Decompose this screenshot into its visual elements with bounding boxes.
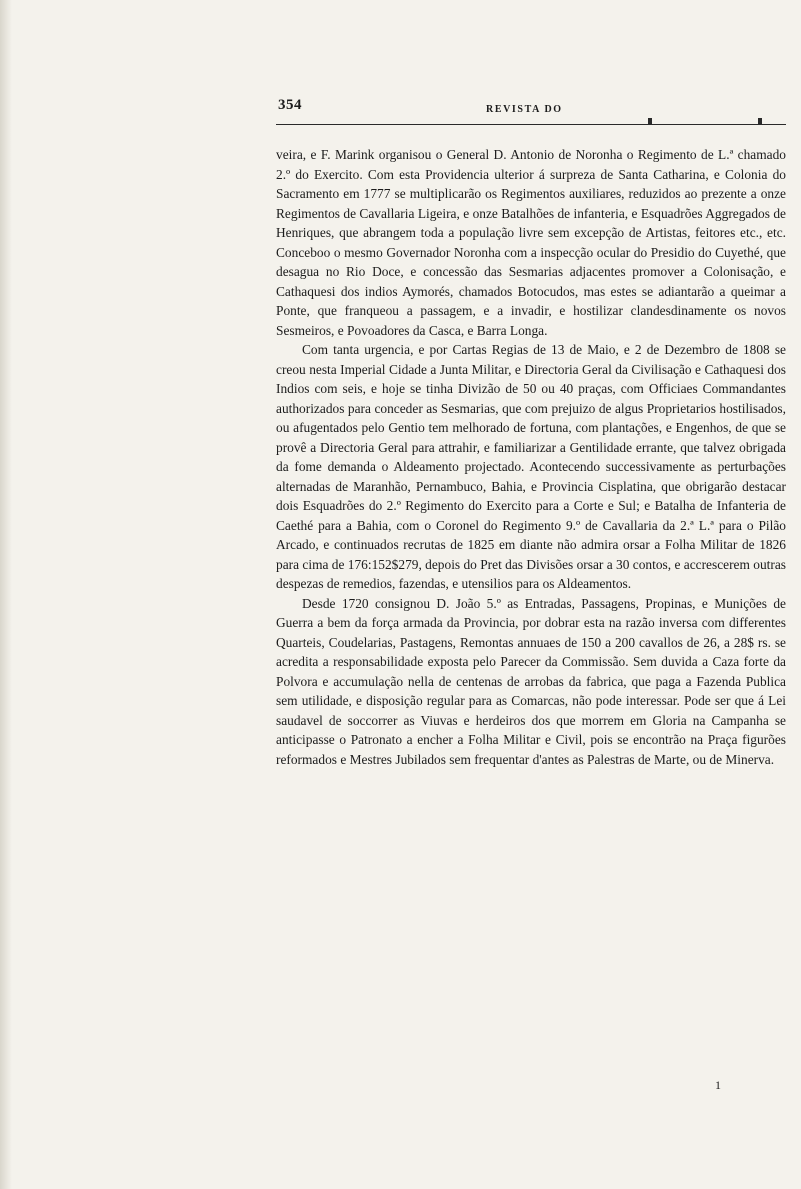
page-number: 354	[278, 97, 302, 113]
paragraph-3: Desde 1720 consignou D. João 5.º as Entradas, Passagens, Propinas, e Munições de Guerra a bem da força armada da Provincia, por dobrar esta na razão inversa com differentes Quarteis, Coudelarias, Pastagens, Remontas annuaes de 150 a 200 cavallos de 26, a 28$ rs. se acredita a responsabilidade exposta pelo Parecer da Commissão. Sem duvida a Caza forte da Polvora e accumulação nella de centenas de arrobas da fabrica, que paga a Fazenda Publica sem utilidade, e disposição regular para as Comarcas, não pode interessar. Pode ser que á Lei saudavel de soccorrer as Viuvas e herdeiros dos que morrem em Gloria na Campanha se anticipasse o Patronato a encher a Folha Militar e Civil, pois se encontrão na Praça figurões reformados e Mestres Jubilados sem frequentar d'antes as Palestras de Marte, ou de Minerva.	[276, 595, 786, 767]
paragraph-1: veira, e F. Marink organisou o General D. Antonio de Noronha o Regimento de L.ª chamado 2.º do Exercito. Com esta Providencia ulterior á surpreza de Santa Catharina, e Colonia do Sacramento em 1777 se multiplicarão os Regimentos auxiliares, reduzidos ao prezente a onze Regimentos de Cavallaria Ligeira, e onze Batalhões de infanteria, e Esquadrões Aggregados de Henriques, que abrangem toda a população livre sem excepção de Artistas, feitores etc., etc. Conceboo o mesmo Governador Noronha com a inspecção ocular do Presidio do Cuyethé, que desagua no Rio Doce, e concessão das Sesmarias adjacentes promover a Colonisação, e Cathaquesi dos indios Aymorés, chamados Botocudos, mas estes se adiantarão a queimar a Ponte, que franqueou a passagem, e a invadir, e hostilizar clandesdinamente os novos Sesmeiros, e Povoadores da Casca, e Barra Longa.	[276, 147, 786, 338]
journal-title: REVISTA DO	[486, 104, 563, 115]
signature-mark: 1	[715, 1078, 721, 1092]
scan-margin-shadow	[0, 0, 12, 1189]
paragraph-2: Com tanta urgencia, e por Cartas Regias de 13 de Maio, e 2 de Dezembro de 1808 se creou nesta Imperial Cidade a Junta Militar, e Directoria Geral da Civilisação e Cathaquesi dos Indios com seis, e hoje se tinha Divizão de 50 ou 40 praças, com Officiaes Commandantes authorizados para conceder as Sesmarias, que com prejuizo de algus Proprietarios hostilisados, ou afugentados pelo Gentio tem melhorado de fortuna, com plantações, e Engenhos, de que se provê a Directoria Geral para attrahir, e familiarizar a Gentilidade errante, que talvez obrigada da fome demanda o Aldeamento projectado. Acontecendo successivamente as perturbações alternadas de Maranhão, Pernambuco, Bahia, e Provincia Cisplatina, que obrigarão destacar dois Esquadrões do 2.º Regimento do Exercito para a Corte e Sul; e Batalha de Infanteria de Caethé para a Bahia, com o Coronel do Regimento 9.º de Cavallaria da 2.ª L.ª para o Pilão Arcado, e continuados recrutas de 1825 em diante não admira orsar a Folha Militar de 1826 para cima de 176:152$279, depois do Pret das Divisões orsar a 30 contos, e accrescerem outras despezas de remedios, fazendas, e utensilios para os Aldeamentos.	[276, 342, 786, 591]
header-rule-mark	[648, 118, 652, 124]
running-head	[276, 92, 786, 125]
header-rule-mark	[758, 118, 762, 124]
book-page	[276, 92, 786, 769]
body-text	[276, 145, 786, 769]
